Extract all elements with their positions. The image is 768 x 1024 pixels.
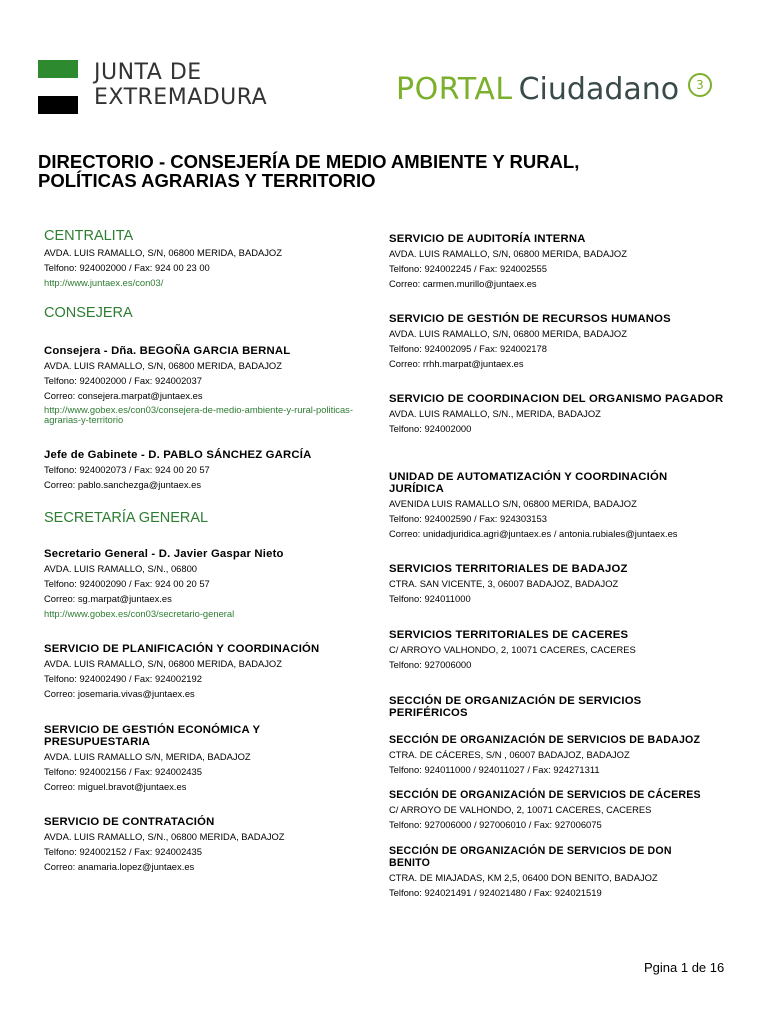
phone: Telfono: 924011000 (389, 593, 471, 604)
email: Correo: rrhh.marpat@juntaex.es (389, 358, 524, 369)
address: CTRA. DE CÁCERES, S/N , 06007 BADAJOZ, BADAJOZ (389, 749, 630, 760)
web-link[interactable]: http://www.gobex.es/con03/consejera-de-medio-ambiente-y-rural-politicas-agrarias-y-territorio (44, 404, 353, 425)
planificacion-block (44, 643, 319, 701)
email: Correo: miguel.bravot@juntaex.es (44, 781, 187, 792)
person-name: Jefe de Gabinete - D. PABLO SÁNCHEZ GARCÍA (44, 449, 312, 461)
org-name-line1: JUNTA DE (94, 60, 202, 85)
address: AVDA. LUIS RAMALLO, S/N, 06800 MERIDA, BADAJOZ (389, 248, 627, 259)
email: Correo: sg.marpat@juntaex.es (44, 593, 172, 604)
service-heading: SECCIÓN DE ORGANIZACIÓN DE SERVICIOS PERIFÉRICOS (389, 695, 642, 719)
rrhh-block (389, 313, 671, 371)
address: AVDA. LUIS RAMALLO, S/N., MERIDA, BADAJOZ (389, 408, 601, 419)
phone: Telfono: 924002156 / Fax: 924002435 (44, 766, 202, 777)
portal-word: PORTAL (396, 72, 513, 107)
phone: Telfono: 924011000 / 924011027 / Fax: 924271311 (389, 764, 600, 775)
service-heading: SERVICIO DE COORDINACION DEL ORGANISMO PAGADOR (389, 393, 724, 405)
address: AVDA. LUIS RAMALLO, S/N., 06800 (44, 563, 198, 574)
address: AVDA. LUIS RAMALLO, S/N, 06800 MERIDA, BADAJOZ (44, 658, 282, 669)
address: CTRA. DE MIAJADAS, KM 2,5, 06400 DON BENITO, BADAJOZ (389, 872, 658, 883)
address: AVDA. LUIS RAMALLO S/N, MERIDA, BADAJOZ (44, 751, 251, 762)
email: Correo: carmen.murillo@juntaex.es (389, 278, 537, 289)
phone: Telfono: 924002000 / Fax: 924 00 23 00 (44, 262, 210, 273)
address: AVENIDA LUIS RAMALLO S/N, 06800 MERIDA, BADAJOZ (389, 498, 637, 509)
secretaria-block (44, 510, 208, 526)
service-heading: UNIDAD DE AUTOMATIZACIÓN Y COORDINACIÓN JURÍDICA (389, 471, 668, 495)
juridica-block (389, 471, 719, 541)
consejera-block (44, 305, 133, 321)
junta-extremadura-logo (38, 58, 298, 120)
address: AVDA. LUIS RAMALLO, S/N, 06800 MERIDA, BADAJOZ (44, 360, 282, 371)
web-link[interactable]: http://www.juntaex.es/con03/ (44, 277, 164, 288)
section-heading-secretaria: SECRETARÍA GENERAL (44, 510, 209, 526)
consejera-contact (44, 345, 374, 425)
centralita-block (44, 228, 282, 290)
section-heading-centralita: CENTRALITA (44, 228, 134, 244)
phone: Telfono: 924002590 / Fax: 924303153 (389, 513, 547, 524)
ciudadano-word: Ciudadano (518, 72, 680, 107)
phone: Telfono: 924002152 / Fax: 924002435 (44, 846, 202, 857)
email: Correo: pablo.sanchezga@juntaex.es (44, 479, 202, 490)
email: Correo: anamaria.lopez@juntaex.es (44, 861, 195, 872)
portal-version-badge: 3 (688, 73, 712, 97)
address: C/ ARROYO DE VALHONDO, 2, 10071 CACERES, CACERES (389, 804, 652, 815)
document-title (38, 152, 728, 190)
org-caceres-block (389, 789, 701, 832)
address: CTRA. SAN VICENTE, 3, 06007 BADAJOZ, BADAJOZ (389, 578, 619, 589)
address: AVDA. LUIS RAMALLO, S/N, 06800 MERIDA, BADAJOZ (44, 247, 282, 258)
pagador-block (389, 393, 729, 436)
phone: Telfono: 924002000 (389, 423, 472, 434)
auditoria-block (389, 233, 627, 291)
org-name-line2: EXTREMADURA (94, 85, 268, 110)
contratacion-block (44, 816, 285, 874)
phone: Telfono: 924002090 / Fax: 924 00 20 57 (44, 578, 210, 589)
territoriales-caceres-block (389, 629, 636, 672)
address: C/ ARROYO VALHONDO, 2, 10071 CACERES, CACERES (389, 644, 636, 655)
service-heading: SERVICIOS TERRITORIALES DE CACERES (389, 629, 629, 641)
phone: Telfono: 924021491 / 924021480 / Fax: 924021519 (389, 887, 602, 898)
person-name: Secretario General - D. Javier Gaspar Nieto (44, 548, 284, 560)
document-title-line1: DIRECTORIO - CONSEJERÍA DE MEDIO AMBIENTE Y RURAL, (38, 151, 580, 172)
flag-green-stripe (38, 60, 78, 78)
document-title-line2: POLÍTICAS AGRARIAS Y TERRITORIO (38, 170, 376, 191)
flag-black-stripe (38, 96, 78, 114)
address: AVDA. LUIS RAMALLO, S/N, 06800 MERIDA, BADAJOZ (389, 328, 627, 339)
web-link[interactable]: http://www.gobex.es/con03/secretario-general (44, 608, 235, 619)
address: AVDA. LUIS RAMALLO, S/N., 06800 MERIDA, BADAJOZ (44, 831, 285, 842)
email: Correo: unidadjuridica.agri@juntaex.es / antonia.rubiales@juntaex.es (389, 528, 678, 539)
section-subheading: SECCIÓN DE ORGANIZACIÓN DE SERVICIOS DE CÁCERES (389, 789, 701, 801)
phone: Telfono: 924002073 / Fax: 924 00 20 57 (44, 464, 210, 475)
phone: Telfono: 924002245 / Fax: 924002555 (389, 263, 547, 274)
service-heading: SERVICIO DE CONTRATACIÓN (44, 816, 215, 828)
org-donbenito-block (389, 845, 709, 900)
phone: Telfono: 924002490 / Fax: 924002192 (44, 673, 202, 684)
email: Correo: josemaria.vivas@juntaex.es (44, 688, 195, 699)
gestion-economica-block (44, 724, 314, 794)
phone: Telfono: 927006000 (389, 659, 472, 670)
service-heading: SERVICIO DE AUDITORÍA INTERNA (389, 233, 586, 245)
section-heading-consejera: CONSEJERA (44, 305, 133, 321)
section-subheading: SECCIÓN DE ORGANIZACIÓN DE SERVICIOS DE DON BENITO (389, 845, 672, 869)
phone: Telfono: 927006000 / 927006010 / Fax: 927006075 (389, 819, 602, 830)
phone: Telfono: 924002000 / Fax: 924002037 (44, 375, 202, 386)
section-subheading: SECCIÓN DE ORGANIZACIÓN DE SERVICIOS DE BADAJOZ (389, 734, 701, 746)
service-heading: SERVICIO DE GESTIÓN ECONÓMICA Y PRESUPUESTARIA (44, 724, 261, 748)
person-name: Consejera - Dña. BEGOÑA GARCIA BERNAL (44, 345, 291, 357)
service-heading: SERVICIO DE PLANIFICACIÓN Y COORDINACIÓN (44, 643, 320, 655)
perifericos-block (389, 695, 689, 719)
portal-ciudadano-logo (396, 72, 704, 107)
service-heading: SERVICIO DE GESTIÓN DE RECURSOS HUMANOS (389, 313, 671, 325)
secretaria-contact (44, 548, 284, 621)
org-badajoz-block (389, 734, 700, 777)
email: Correo: consejera.marpat@juntaex.es (44, 390, 203, 401)
phone: Telfono: 924002095 / Fax: 924002178 (389, 343, 547, 354)
page-number: Pgina 1 de 16 (644, 960, 725, 975)
territoriales-badajoz-block (389, 563, 628, 606)
gabinete-contact (44, 449, 311, 492)
service-heading: SERVICIOS TERRITORIALES DE BADAJOZ (389, 563, 628, 575)
org-name (94, 60, 267, 110)
